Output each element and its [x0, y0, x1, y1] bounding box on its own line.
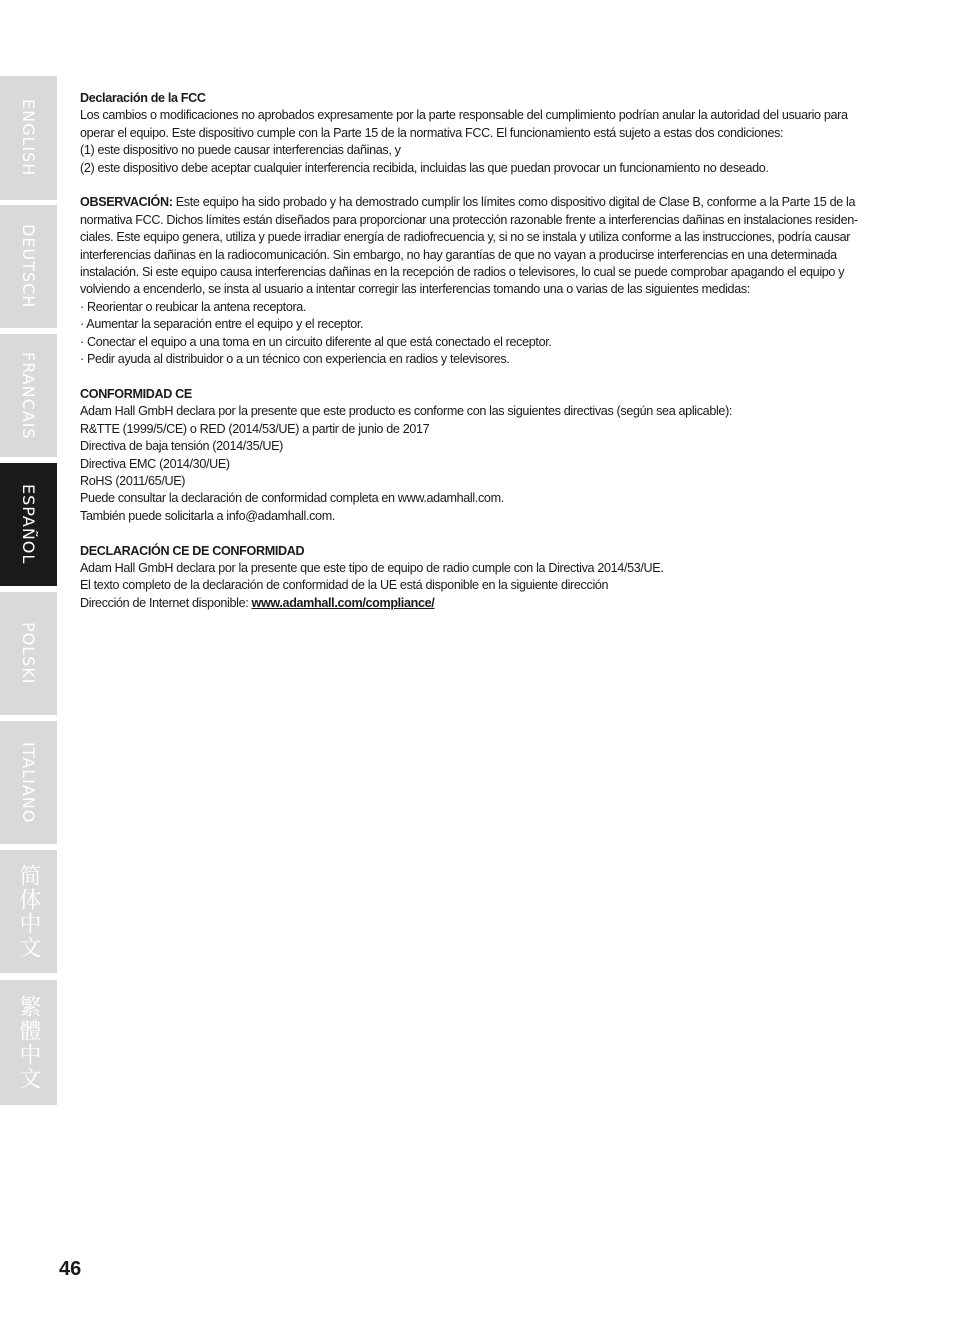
tab-italiano[interactable]: [0, 721, 57, 844]
tab-label: 繁體中文: [16, 994, 41, 1091]
paragraph-line: (2) este dispositivo debe aceptar cualquier interferencia recibida, incluidas las que puedan provocar un funcionamiento no deseado.: [80, 160, 769, 175]
page-content: [80, 90, 880, 630]
tab-label: DEUTSCH: [19, 224, 38, 309]
ce-section: [80, 386, 880, 525]
paragraph-line: Directiva de baja tensión (2014/35/UE): [80, 439, 284, 454]
paragraph-line: Puede consultar la declaración de conformidad completa en www.adamhall.com.: [80, 491, 504, 506]
paragraph-line: interferencias dañinas en la radiocomunicación. Sin embargo, no hay garantías de que no vayan a producirse interferencias en una determinada: [80, 247, 837, 262]
paragraph-line: Directiva EMC (2014/30/UE): [80, 456, 230, 471]
list-item: · Aumentar la separación entre el equipo y el receptor.: [80, 317, 364, 332]
ce-declaration-section: [80, 543, 880, 613]
paragraph-line: normativa FCC. Dichos límites están diseñados para proporcionar una protección razonable frente a interferencias dañinas en instalaciones residen-: [80, 212, 858, 227]
observation-first-line: Este equipo ha sido probado y ha demostrado cumplir los límites como dispositivo digital de Clase B, conforme a la Parte 15 de la: [172, 195, 856, 210]
paragraph-line: RoHS (2011/65/UE): [80, 473, 186, 488]
tab-deutsch[interactable]: [0, 205, 57, 328]
paragraph-line: [80, 595, 880, 612]
tab-label: ITALIANO: [19, 741, 38, 824]
ce-heading: CONFORMIDAD CE: [80, 386, 192, 401]
tab-label: ENGLISH: [19, 99, 38, 177]
paragraph-line: ciales. Este equipo genera, utiliza y puede irradiar energía de radiofrecuencia y, si no se instala y utiliza conforme a las instrucciones, podría causar: [80, 230, 851, 245]
paragraph-line: Adam Hall GmbH declara por la presente que este producto es conforme con las siguientes directivas (según sea aplicable):: [80, 404, 733, 419]
tab-simplified-chinese[interactable]: [0, 850, 57, 973]
paragraph-line: R&TTE (1999/5/CE) o RED (2014/53/UE) a partir de junio de 2017: [80, 421, 430, 436]
paragraph-line: volviendo a encenderlo, se insta al usuario a intentar corregir las interferencias tomando una o varias de las siguientes medidas:: [80, 282, 750, 297]
fcc-section: [80, 90, 880, 177]
tab-label: 简体中文: [16, 863, 41, 960]
tab-english[interactable]: [0, 76, 57, 200]
observation-label: OBSERVACIÓN:: [80, 195, 173, 210]
paragraph-line: También puede solicitarla a info@adamhall.com.: [80, 508, 335, 523]
paragraph-line: Adam Hall GmbH declara por la presente que este tipo de equipo de radio cumple con la Directiva 2014/53/UE.: [80, 560, 664, 575]
link-prefix: Dirección de Internet disponible:: [80, 595, 252, 610]
paragraph-line: instalación. Si este equipo causa interferencias dañinas en la recepción de radios o televisores, lo cual se puede comprobar apagando el equipo y: [80, 265, 845, 280]
paragraph-line: operar el equipo. Este dispositivo cumple con la Parte 15 de la normativa FCC. El funcionamiento está sujeto a estas dos condiciones:: [80, 125, 784, 140]
compliance-link[interactable]: www.adamhall.com/compliance/: [251, 595, 435, 610]
list-item: · Pedir ayuda al distribuidor o a un técnico con experiencia en radios y televisores.: [80, 352, 510, 367]
paragraph-line: El texto completo de la declaración de conformidad de la UE está disponible en la siguiente dirección: [80, 578, 609, 593]
tab-traditional-chinese[interactable]: [0, 980, 57, 1105]
fcc-heading: Declaración de la FCC: [80, 91, 206, 105]
tab-espanol[interactable]: [0, 463, 57, 586]
tab-label: FRANCAIS: [19, 351, 38, 440]
tab-polski[interactable]: [0, 592, 57, 715]
paragraph-line: [80, 194, 880, 211]
list-item: · Conectar el equipo a una toma en un circuito diferente al que está conectado el receptor.: [80, 334, 552, 349]
tab-label: POLSKI: [19, 622, 38, 685]
ce-declaration-heading: DECLARACIÓN CE DE CONFORMIDAD: [80, 543, 305, 558]
observation-section: [80, 194, 880, 368]
paragraph-line: (1) este dispositivo no puede causar interferencias dañinas, y: [80, 143, 401, 158]
page-number: 46: [59, 1258, 82, 1280]
tab-francais[interactable]: [0, 334, 57, 457]
tab-label: ESPAÑOL: [19, 484, 38, 565]
paragraph-line: Los cambios o modificaciones no aprobados expresamente por la parte responsable del cumplimiento podrían anular la autoridad del usuario para: [80, 108, 848, 123]
list-item: · Reorientar o reubicar la antena receptora.: [80, 299, 307, 314]
